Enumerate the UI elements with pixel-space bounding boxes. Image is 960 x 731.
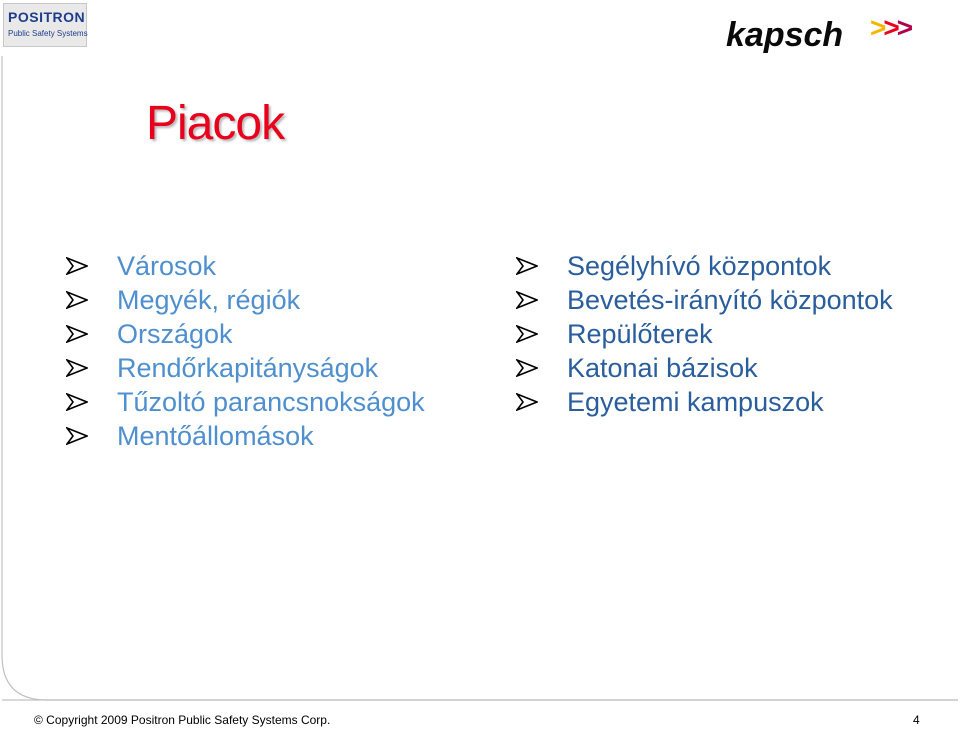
positron-logo — [3, 3, 87, 47]
arrow-bullet-icon — [66, 257, 88, 275]
kapsch-arrow-glyph: > — [870, 12, 884, 43]
list-item-text: Mentőállomások — [117, 421, 314, 451]
list-item-text: Repülőterek — [567, 319, 713, 349]
arrow-bullet-icon — [516, 257, 538, 275]
kapsch-arrow-glyph: > — [883, 12, 897, 43]
list-item-text: Katonai bázisok — [567, 353, 758, 383]
list-item-text: Segélyhívó központok — [567, 251, 832, 281]
list-item-text: Városok — [117, 251, 217, 281]
kapsch-logo — [724, 12, 939, 56]
list-item-text: Rendőrkapitányságok — [117, 353, 379, 383]
arrow-bullet-icon — [516, 325, 538, 343]
list-item-text: Egyetemi kampuszok — [567, 387, 824, 417]
slide-title: Piacok — [146, 97, 285, 150]
arrow-bullet-icon — [66, 325, 88, 343]
arrow-bullet-icon — [66, 359, 88, 377]
arrow-bullet-icon — [516, 291, 538, 309]
list-item-text: Tűzoltó parancsnokságok — [117, 387, 425, 417]
arrow-bullet-icon — [66, 393, 88, 411]
positron-logo-name: POSITRON — [8, 9, 86, 25]
positron-logo-tagline: Public Safety Systems — [8, 29, 88, 38]
kapsch-logo-name: kapsch — [726, 16, 844, 54]
list-item-text: Bevetés-irányító központok — [567, 285, 893, 315]
list-item-text: Megyék, régiók — [117, 285, 301, 315]
kapsch-logo-arrows — [870, 12, 910, 44]
copyright-notice: © Copyright 2009 Positron Public Safety Systems Corp. — [34, 713, 331, 727]
arrow-bullet-icon — [516, 359, 538, 377]
arrow-bullet-icon — [516, 393, 538, 411]
page-number: 4 — [913, 713, 920, 727]
kapsch-arrow-glyph: > — [896, 12, 911, 43]
list-item-text: Országok — [117, 319, 233, 349]
arrow-bullet-icon — [66, 291, 88, 309]
arrow-bullet-icon — [66, 427, 88, 445]
